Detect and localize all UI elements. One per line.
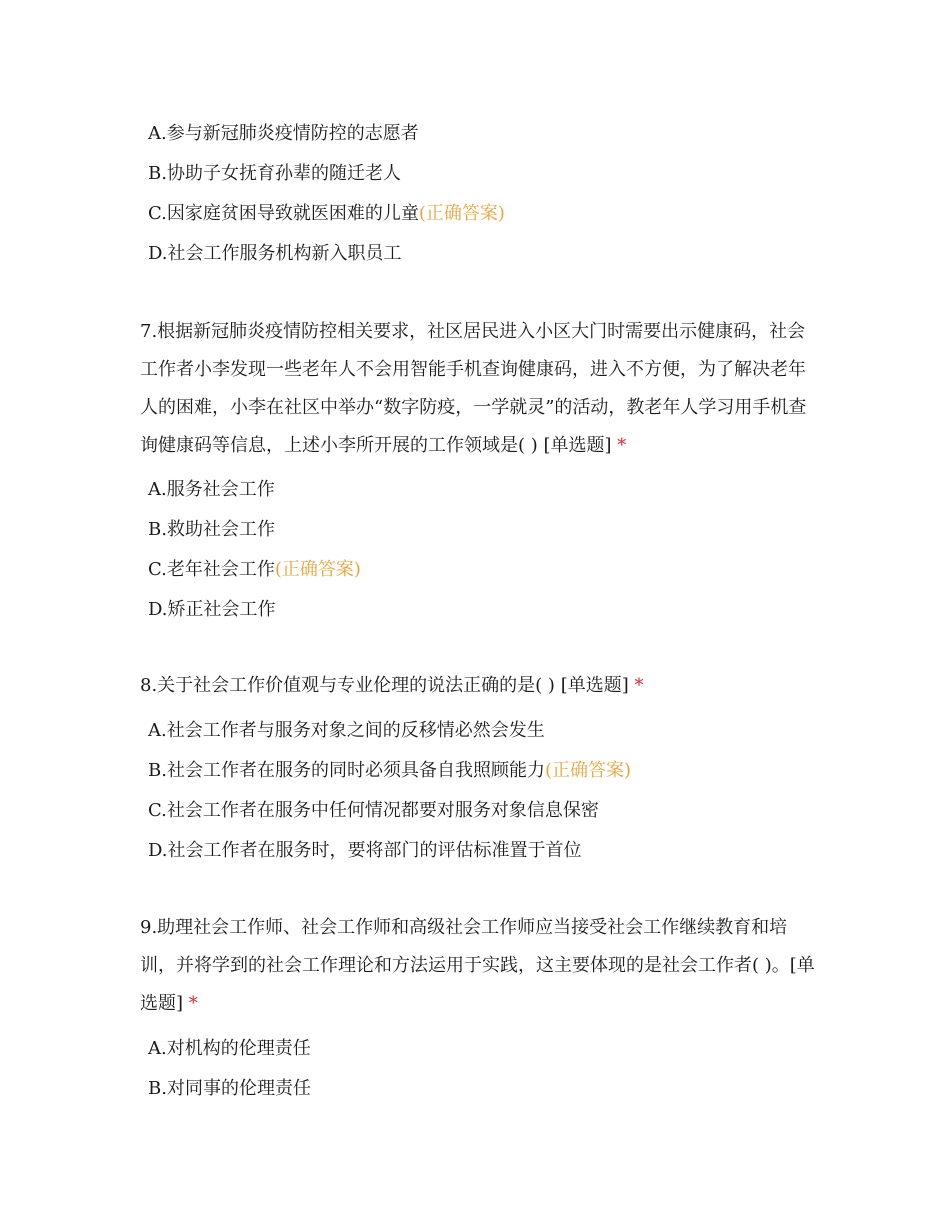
option-b[interactable] [148,154,828,194]
option-label: B.协助子女抚育孙辈的随迁老人 [148,163,401,184]
option-c[interactable] [148,194,828,234]
question-stem: 9.助理社会工作师、社会工作师和高级社会工作师应当接受社会工作继续教育和培训，并将学到的社会工作理论和方法运用于实践，这主要体现的是社会工作者( )。 [140,917,790,976]
option-label: A.社会工作者与服务对象之间的反移情必然会发生 [148,720,545,741]
option-a[interactable] [148,470,828,510]
option-label: A.对机构的伦理责任 [148,1038,311,1059]
option-label: C.因家庭贫困导致就医困难的儿童 [148,203,419,224]
option-label: D.矫正社会工作 [148,599,276,620]
question-type-tag: [单选题] [543,435,612,456]
option-a[interactable] [148,1029,828,1069]
option-c[interactable] [148,550,828,590]
question-type-tag: [单选题] [140,955,815,1014]
option-a[interactable] [148,114,828,154]
correct-answer-note: (正确答案) [418,203,505,224]
question-9-text [140,909,815,1023]
question-stem: 8.关于社会工作价值观与专业伦理的说法正确的是( ) [140,675,555,696]
option-b[interactable] [148,510,828,550]
required-mark: * [617,435,627,456]
correct-answer-note: (正确答案) [544,760,631,781]
option-b[interactable] [148,1069,828,1109]
option-label: A.参与新冠肺炎疫情防控的志愿者 [148,123,419,144]
option-d[interactable] [148,234,828,274]
correct-answer-note: (正确答案) [274,559,361,580]
option-label: B.对同事的伦理责任 [148,1078,311,1099]
option-d[interactable] [148,590,828,630]
question-8-options [148,711,828,871]
option-d[interactable] [148,831,828,871]
question-9-options [148,1029,828,1109]
option-label: C.老年社会工作 [148,559,275,580]
question-stem: 7.根据新冠肺炎疫情防控相关要求，社区居民进入小区大门时需要出示健康码，社会工作者小李发现一些老年人不会用智能手机查询健康码，进入不方便，为了解决老年人的困难，小李在社区中举办“数字防疫，一学就灵”的活动，教老年人学习用手机查询健康码等信息，上述小李所开展的工作领域是( ) [140,321,807,456]
option-label: D.社会工作服务机构新入职员工 [148,243,402,264]
option-b[interactable] [148,751,828,791]
option-label: D.社会工作者在服务时，要将部门的评估标准置于首位 [148,840,582,861]
option-label: B.救助社会工作 [148,519,275,540]
required-mark: * [634,675,644,696]
question-type-tag: [单选题] [560,675,629,696]
option-a[interactable] [148,711,828,751]
option-label: C.社会工作者在服务中任何情况都要对服务对象信息保密 [148,800,599,821]
required-mark: * [188,993,198,1014]
question-7-text [140,313,815,465]
question-8-text [140,667,815,705]
option-label: B.社会工作者在服务的同时必须具备自我照顾能力 [148,760,545,781]
question-6-options [148,114,828,274]
question-7-options [148,470,828,630]
option-c[interactable] [148,791,828,831]
option-label: A.服务社会工作 [148,479,275,500]
